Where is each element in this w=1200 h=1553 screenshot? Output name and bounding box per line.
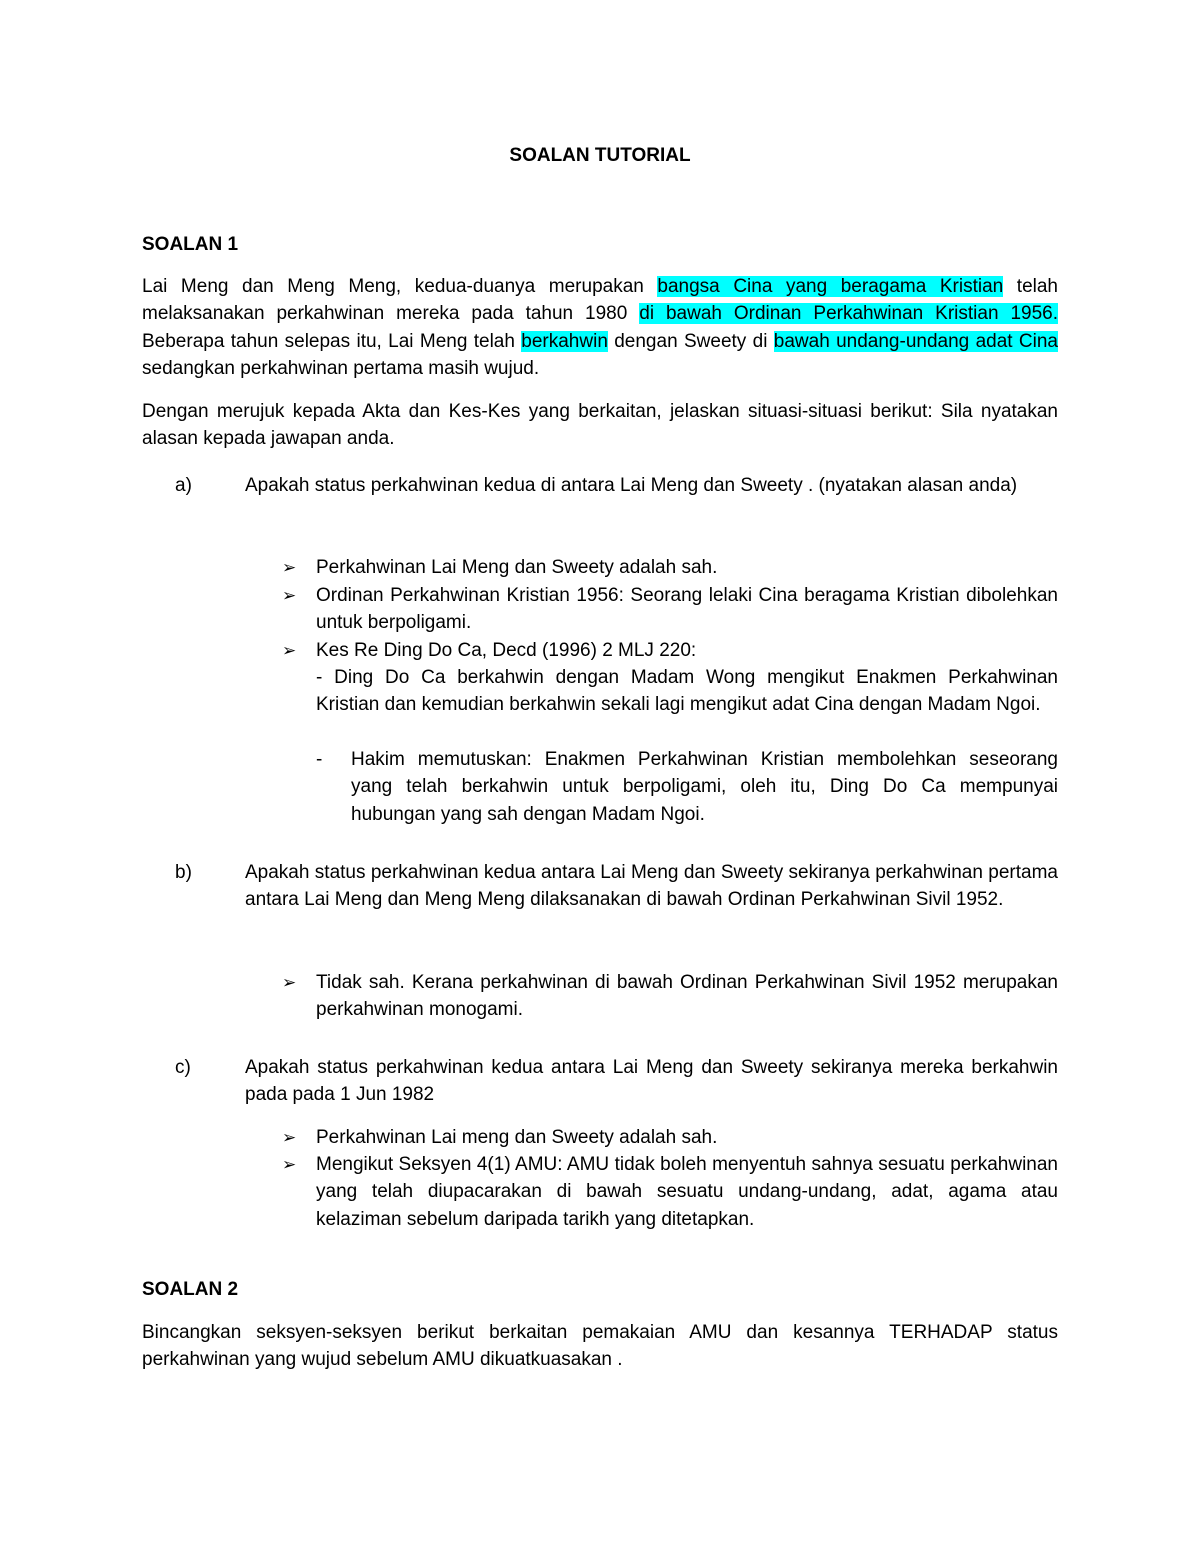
answer-c-bullet-1 [282, 1124, 1058, 1151]
answer-c-bullet-2 [282, 1151, 1058, 1233]
paragraph-text: sedangkan perkahwinan pertama masih wujud. [142, 357, 540, 379]
arrow-bullet-icon: ➢ [282, 586, 297, 605]
dash-marker: - [316, 749, 323, 770]
soalan1-instructions: Dengan merujuk kepada Akta dan Kes-Kes yang berkaitan, jelaskan situasi-situasi berikut: Sila nyatakan alasan kepada jawapan anda. [142, 401, 1058, 450]
bullet-text: Ordinan Perkahwinan Kristian 1956: Seorang lelaki Cina beragama Kristian dibolehkan untuk berpoligami. [316, 585, 1058, 634]
answer-a-bullet-2 [282, 582, 1058, 637]
bullet-text: Mengikut Seksyen 4(1) AMU: AMU tidak boleh menyentuh sahnya sesuatu perkahwinan yang telah diupacarakan di bawah sesuatu undang-undang, adat, agama atau kelaziman sebelum daripada tarikh yang ditetapkan. [316, 1154, 1058, 1230]
question-c-label: c) [175, 1057, 191, 1078]
highlighted-text: di bawah Ordinan Perkahwinan Kristian 1956. [639, 303, 1058, 325]
highlighted-text: berkahwin [521, 330, 608, 352]
soalan2-paragraph: Bincangkan seksyen-seksyen berikut berkaitan pemakaian AMU dan kesannya TERHADAP status perkahwinan yang wujud sebelum AMU dikuatkuasakan . [142, 1322, 1058, 1371]
question-a-label: a) [175, 475, 192, 496]
page-title: SOALAN TUTORIAL [509, 145, 691, 166]
question-b-label: b) [175, 862, 192, 883]
paragraph-text: telah melaksanakan perkahwinan mereka pada tahun 1980 [142, 276, 1058, 325]
question-c-text: Apakah status perkahwinan kedua antara Lai Meng dan Sweety sekiranya mereka berkahwin pada pada 1 Jun 1982 [245, 1057, 1058, 1106]
paragraph-text: Lai Meng dan Meng Meng, kedua-duanya merupakan [142, 276, 658, 297]
soalan1-scenario-paragraph [142, 273, 1058, 382]
answer-b-bullet-1 [282, 969, 1058, 1024]
arrow-bullet-icon: ➢ [282, 641, 297, 660]
question-b-text: Apakah status perkahwinan kedua antara Lai Meng dan Sweety sekiranya perkahwinan pertama antara Lai Meng dan Meng Meng dilaksanakan di bawah Ordinan Perkahwinan Sivil 1952. [245, 862, 1058, 911]
highlighted-text: bawah undang-undang adat Cina [773, 330, 1058, 352]
soalan2-heading: SOALAN 2 [142, 1279, 239, 1300]
highlighted-text: bangsa Cina yang beragama Kristian [657, 276, 1004, 297]
bullet-text: Perkahwinan Lai meng dan Sweety adalah sah. [316, 1127, 718, 1148]
bullet-text: Kes Re Ding Do Ca, Decd (1996) 2 MLJ 220: [316, 640, 697, 661]
case-detail: - Ding Do Ca berkahwin dengan Madam Wong mengikut Enakmen Perkahwinan Kristian dan kemudian berkahwin sekali lagi mengikut adat Cina dengan Madam Ngoi. [316, 667, 1058, 716]
bullet-text: Tidak sah. Kerana perkahwinan di bawah Ordinan Perkahwinan Sivil 1952 merupakan perkahwinan monogami. [316, 972, 1058, 1021]
arrow-bullet-icon: ➢ [282, 973, 297, 992]
arrow-bullet-icon: ➢ [282, 1128, 297, 1147]
paragraph-text: dengan Sweety di [607, 330, 774, 352]
arrow-bullet-icon: ➢ [282, 1155, 297, 1174]
question-a-text: Apakah status perkahwinan kedua di antara Lai Meng dan Sweety . (nyatakan alasan anda) [245, 475, 1018, 496]
case-ruling [316, 746, 1058, 828]
paragraph-text: Beberapa tahun selepas itu, Lai Meng telah [142, 330, 522, 352]
soalan1-heading: SOALAN 1 [142, 234, 239, 255]
ruling-text: Hakim memutuskan: Enakmen Perkahwinan Kristian membolehkan seseorang yang telah berkahwin untuk berpoligami, oleh itu, Ding Do Ca mempunyai hubungan yang sah dengan Madam Ngoi. [351, 749, 1058, 825]
bullet-text: Perkahwinan Lai Meng dan Sweety adalah sah. [316, 557, 718, 578]
answer-a-bullet-1 [282, 554, 1058, 581]
answer-a-bullet-3 [282, 637, 1058, 664]
arrow-bullet-icon: ➢ [282, 558, 297, 577]
